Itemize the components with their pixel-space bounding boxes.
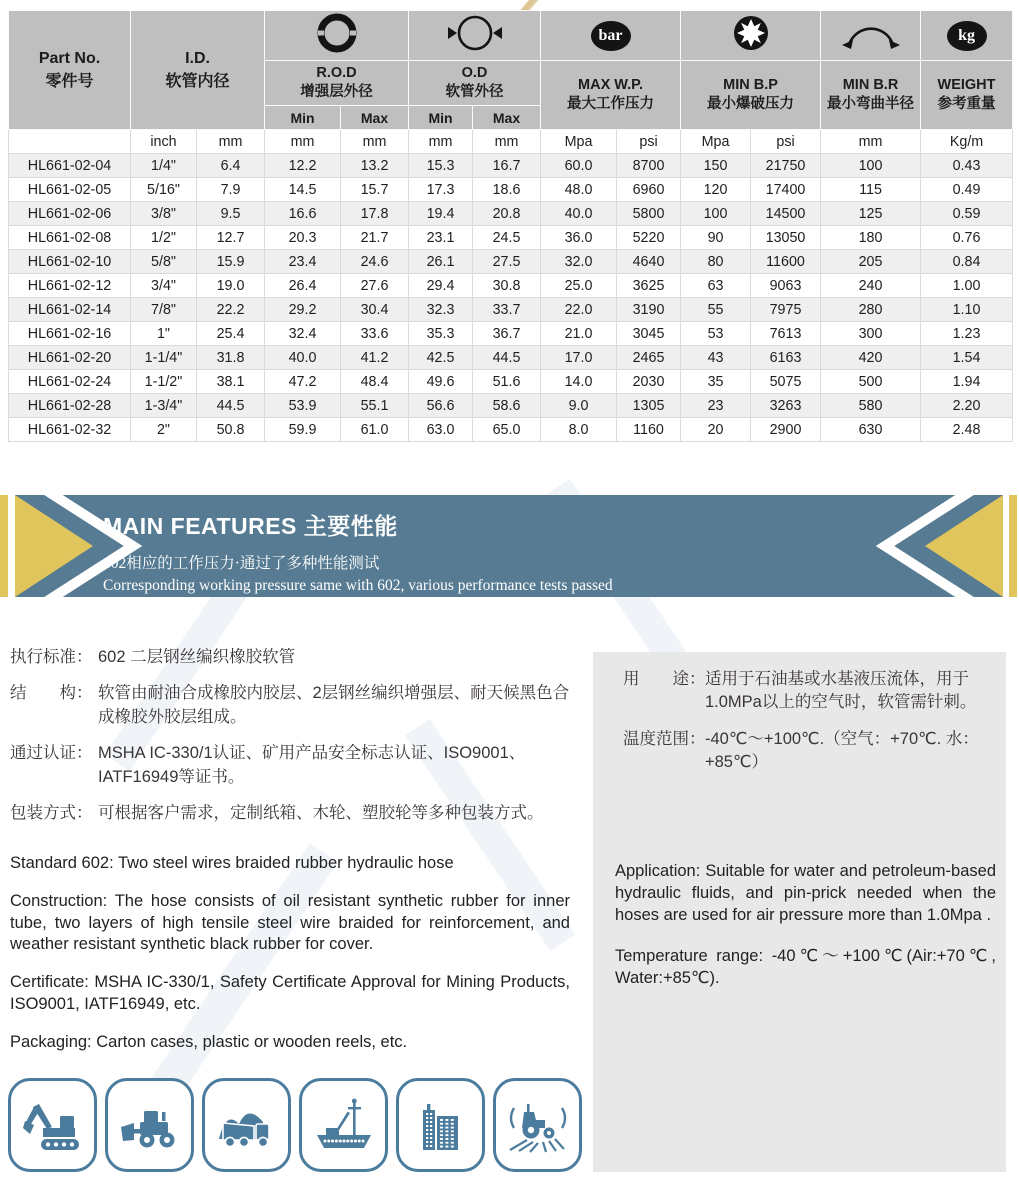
table-cell: 15.3 xyxy=(409,154,473,178)
table-cell: 33.7 xyxy=(473,298,541,322)
table-cell: 3263 xyxy=(751,394,821,418)
table-cell: 49.6 xyxy=(409,370,473,394)
table-cell: 19.0 xyxy=(197,274,265,298)
table-cell: HL661-02-04 xyxy=(9,154,131,178)
table-cell: 35.3 xyxy=(409,322,473,346)
table-cell: 51.6 xyxy=(473,370,541,394)
table-cell: 2030 xyxy=(617,370,681,394)
table-cell: mm xyxy=(265,130,341,154)
table-cell: 7.9 xyxy=(197,178,265,202)
spec-paragraph: Application: Suitable for water and petroleum-based hydraulic fluids, and pin-prick needed when the hoses are used for air pressure more than 1.0Mpa . xyxy=(615,862,996,925)
table-cell: 420 xyxy=(821,346,921,370)
table-cell: 24.6 xyxy=(341,250,409,274)
ship-icon xyxy=(299,1078,388,1172)
table-cell: 12.7 xyxy=(197,226,265,250)
table-row xyxy=(9,418,1013,442)
table-cell: 0.49 xyxy=(921,178,1013,202)
table-cell: 7/8" xyxy=(131,298,197,322)
kg-icon-cell xyxy=(921,11,1013,61)
table-cell: 150 xyxy=(681,154,751,178)
col-rod-max: Max xyxy=(341,106,409,130)
table-cell: 30.8 xyxy=(473,274,541,298)
table-cell: 40.0 xyxy=(541,202,617,226)
table-cell: 21750 xyxy=(751,154,821,178)
table-cell: 53 xyxy=(681,322,751,346)
col-weight-cn: 参考重量 xyxy=(937,96,996,112)
table-cell: psi xyxy=(617,130,681,154)
table-cell: 18.6 xyxy=(473,178,541,202)
table-cell: 17.0 xyxy=(541,346,617,370)
table-cell: 125 xyxy=(821,202,921,226)
table-cell: 1-3/4" xyxy=(131,394,197,418)
table-cell: 20.3 xyxy=(265,226,341,250)
col-id xyxy=(131,11,265,130)
od-icon-cell xyxy=(409,11,541,61)
table-cell: 55 xyxy=(681,298,751,322)
spec-label: 结 构： xyxy=(10,684,93,703)
table-cell: 32.4 xyxy=(265,322,341,346)
bend-radius-icon-cell xyxy=(821,11,921,61)
table-cell: 0.84 xyxy=(921,250,1013,274)
spec-label: 用 途： xyxy=(623,670,706,688)
table-cell: 48.4 xyxy=(341,370,409,394)
table-cell: 180 xyxy=(821,226,921,250)
table-cell: 16.7 xyxy=(473,154,541,178)
table-cell: HL661-02-10 xyxy=(9,250,131,274)
table-cell: 3/4" xyxy=(131,274,197,298)
table-cell: 23.4 xyxy=(265,250,341,274)
table-cell: 44.5 xyxy=(197,394,265,418)
table-cell: 205 xyxy=(821,250,921,274)
table-cell: 14500 xyxy=(751,202,821,226)
table-row xyxy=(9,322,1013,346)
spec-paragraph: Temperature range: -40℃～+100℃(Air:+70℃, Water:+85℃). xyxy=(615,947,996,988)
bar-icon: bar xyxy=(591,21,631,51)
table-cell: 26.4 xyxy=(265,274,341,298)
table-cell: 23.1 xyxy=(409,226,473,250)
table-cell: 21.0 xyxy=(541,322,617,346)
table-cell: 16.6 xyxy=(265,202,341,226)
table-cell: mm xyxy=(409,130,473,154)
table-cell: 14.5 xyxy=(265,178,341,202)
table-cell: HL661-02-14 xyxy=(9,298,131,322)
app-icons xyxy=(8,1078,582,1172)
spec-item xyxy=(10,682,576,729)
table-cell: 630 xyxy=(821,418,921,442)
spec-item xyxy=(10,646,576,669)
col-min-br-cn: 最小弯曲半径 xyxy=(827,96,915,112)
table-cell: 31.8 xyxy=(197,346,265,370)
table-cell: 3045 xyxy=(617,322,681,346)
table-cell: 17400 xyxy=(751,178,821,202)
table-cell: 58.6 xyxy=(473,394,541,418)
table-cell: 100 xyxy=(821,154,921,178)
table-cell: 47.2 xyxy=(265,370,341,394)
banner-subtitle-cn: 602相应的工作压力·通过了多种性能测试 xyxy=(103,555,380,572)
application-panel xyxy=(593,652,1006,1172)
col-rod-cn: 增强层外径 xyxy=(300,84,373,100)
main-features-banner xyxy=(0,495,1019,597)
table-cell: 12.2 xyxy=(265,154,341,178)
table-cell: 1.00 xyxy=(921,274,1013,298)
spec-paragraph: Certificate: MSHA IC-330/1, Safety Certificate Approval for Mining Products, ISO9001, IATF16949, etc. xyxy=(10,973,570,1013)
table-cell: 1/4" xyxy=(131,154,197,178)
table-cell: 2465 xyxy=(617,346,681,370)
table-cell: 53.9 xyxy=(265,394,341,418)
rod-icon-cell xyxy=(265,11,409,61)
excavator-icon xyxy=(8,1078,97,1172)
table-cell: HL661-02-12 xyxy=(9,274,131,298)
table-cell: 15.9 xyxy=(197,250,265,274)
table-cell: 9063 xyxy=(751,274,821,298)
table-cell: 0.59 xyxy=(921,202,1013,226)
table-cell: 3/8" xyxy=(131,202,197,226)
spec-text: 可根据客户需求，定制纸箱、木轮、塑胶轮等多种包装方式。 xyxy=(98,804,544,823)
col-min-bp xyxy=(681,61,821,130)
table-cell: 50.8 xyxy=(197,418,265,442)
table-cell: 2.20 xyxy=(921,394,1013,418)
col-min-br-en: MIN B.R xyxy=(842,77,899,94)
col-min-bp-cn: 最小爆破压力 xyxy=(707,96,795,112)
table-cell: 15.7 xyxy=(341,178,409,202)
table-cell: 22.2 xyxy=(197,298,265,322)
spec-item xyxy=(623,728,994,775)
spec-item xyxy=(623,668,994,715)
table-row xyxy=(9,346,1013,370)
col-id-en: I.D. xyxy=(185,49,210,67)
table-cell: 500 xyxy=(821,370,921,394)
table-cell: 1305 xyxy=(617,394,681,418)
table-cell: 27.5 xyxy=(473,250,541,274)
spec-text: MSHA IC-330/1认证、矿用产品安全标志认证、ISO9001、IATF16949等证书。 xyxy=(98,744,526,786)
table-cell: mm xyxy=(341,130,409,154)
table-cell: 580 xyxy=(821,394,921,418)
table-cell: 5/16" xyxy=(131,178,197,202)
col-min-br xyxy=(821,61,921,130)
table-cell: 63.0 xyxy=(409,418,473,442)
col-rod-min: Min xyxy=(265,106,341,130)
table-cell: 60.0 xyxy=(541,154,617,178)
table-body xyxy=(9,130,1013,442)
spec-paragraph: Standard 602: Two steel wires braided rubber hydraulic hose xyxy=(10,854,454,872)
table-cell: 115 xyxy=(821,178,921,202)
table-cell: HL661-02-32 xyxy=(9,418,131,442)
table-cell: 1160 xyxy=(617,418,681,442)
col-rod-en: R.O.D xyxy=(316,65,357,82)
col-id-cn: 软管内径 xyxy=(165,72,230,90)
table-cell: HL661-02-28 xyxy=(9,394,131,418)
table-cell: 26.1 xyxy=(409,250,473,274)
banner-title-en: MAIN FEATURES xyxy=(103,513,297,539)
table-cell: 55.1 xyxy=(341,394,409,418)
spec-label: 通过认证： xyxy=(10,744,93,763)
col-max-wp-cn: 最大工作压力 xyxy=(567,96,655,112)
table-cell: 32.3 xyxy=(409,298,473,322)
table-cell: 32.0 xyxy=(541,250,617,274)
table-cell: 5220 xyxy=(617,226,681,250)
wheel-loader-icon xyxy=(105,1078,194,1172)
table-cell: 7613 xyxy=(751,322,821,346)
spec-paragraph: Construction: The hose consists of oil resistant synthetic rubber for inner tube, two layers of high tensile steel wire braided for reinforcement, and weather resistant synthetic black rubber for cover. xyxy=(10,891,570,954)
table-cell: 36.0 xyxy=(541,226,617,250)
table-cell: 6960 xyxy=(617,178,681,202)
table-cell: 2" xyxy=(131,418,197,442)
table-cell: 25.4 xyxy=(197,322,265,346)
specs-en xyxy=(10,853,570,1069)
table-cell: 36.7 xyxy=(473,322,541,346)
table-cell: 8700 xyxy=(617,154,681,178)
col-max-wp-en: MAX W.P. xyxy=(578,77,644,94)
table-cell: 6.4 xyxy=(197,154,265,178)
table-cell: 23 xyxy=(681,394,751,418)
table-row xyxy=(9,394,1013,418)
spec-item xyxy=(10,742,576,789)
table-cell: 1.54 xyxy=(921,346,1013,370)
table-row xyxy=(9,274,1013,298)
table-cell: HL661-02-06 xyxy=(9,202,131,226)
table-cell: 17.8 xyxy=(341,202,409,226)
table-cell: HL661-02-05 xyxy=(9,178,131,202)
spec-label: 包装方式： xyxy=(10,804,93,823)
table-cell: 240 xyxy=(821,274,921,298)
hose-spec-table xyxy=(8,10,1013,442)
table-header xyxy=(9,11,1013,130)
burst-icon xyxy=(732,14,770,52)
table-cell: 6163 xyxy=(751,346,821,370)
table-cell: 8.0 xyxy=(541,418,617,442)
col-od-max: Max xyxy=(473,106,541,130)
table-cell: 20 xyxy=(681,418,751,442)
col-max-wp xyxy=(541,61,681,130)
spec-text: -40℃～+100℃.（空气：+70℃. 水：+85℃） xyxy=(705,729,979,772)
table-cell: 19.4 xyxy=(409,202,473,226)
mining-truck-icon xyxy=(202,1078,291,1172)
spec-label: 执行标准： xyxy=(10,648,93,666)
spec-item xyxy=(10,802,576,825)
table-cell: 38.1 xyxy=(197,370,265,394)
table-cell: HL661-02-08 xyxy=(9,226,131,250)
table-cell: 63 xyxy=(681,274,751,298)
panel-specs-en xyxy=(615,860,996,1009)
table-cell: 11600 xyxy=(751,250,821,274)
col-part-no xyxy=(9,11,131,130)
table-cell: 9.5 xyxy=(197,202,265,226)
table-cell: mm xyxy=(473,130,541,154)
col-min-bp-en: MIN B.P xyxy=(723,77,778,94)
table-cell: 40.0 xyxy=(265,346,341,370)
table-cell: 5/8" xyxy=(131,250,197,274)
panel-specs-cn xyxy=(623,668,994,788)
bar-icon-cell xyxy=(541,11,681,61)
table-cell: 300 xyxy=(821,322,921,346)
table-cell: 280 xyxy=(821,298,921,322)
banner-title-cn: 主要性能 xyxy=(303,513,398,539)
table-cell: 1/2" xyxy=(131,226,197,250)
tractor-icon xyxy=(493,1078,582,1172)
table-cell: 13.2 xyxy=(341,154,409,178)
table-cell: 59.9 xyxy=(265,418,341,442)
banner-text xyxy=(103,508,613,595)
table-cell: 21.7 xyxy=(341,226,409,250)
spec-paragraph: Packaging: Carton cases, plastic or wooden reels, etc. xyxy=(10,1032,408,1051)
table-cell: psi xyxy=(751,130,821,154)
table-cell: inch xyxy=(131,130,197,154)
table-cell: 9.0 xyxy=(541,394,617,418)
banner-subtitle-en: Corresponding working pressure same with 602, various performance tests passed xyxy=(103,577,613,594)
table-cell: 1-1/2" xyxy=(131,370,197,394)
outer-diameter-icon xyxy=(446,11,504,55)
table-cell: 90 xyxy=(681,226,751,250)
table-row xyxy=(9,202,1013,226)
table-cell: 3625 xyxy=(617,274,681,298)
table-cell: Mpa xyxy=(681,130,751,154)
table-cell: 0.76 xyxy=(921,226,1013,250)
col-rod xyxy=(265,61,409,106)
table-cell: 30.4 xyxy=(341,298,409,322)
table-cell: 35 xyxy=(681,370,751,394)
table-cell: 42.5 xyxy=(409,346,473,370)
table-cell: 22.0 xyxy=(541,298,617,322)
table-cell: Kg/m xyxy=(921,130,1013,154)
table-cell: 65.0 xyxy=(473,418,541,442)
col-od xyxy=(409,61,541,106)
banner-right-strip xyxy=(1009,495,1017,597)
table-cell: 120 xyxy=(681,178,751,202)
table-cell: 41.2 xyxy=(341,346,409,370)
table-cell: 1.94 xyxy=(921,370,1013,394)
table-cell: 7975 xyxy=(751,298,821,322)
table-cell: mm xyxy=(197,130,265,154)
bend-radius-icon xyxy=(838,15,904,51)
banner-left-strip xyxy=(0,495,8,597)
table-row xyxy=(9,250,1013,274)
kg-icon: kg xyxy=(947,21,987,51)
table-cell: 27.6 xyxy=(341,274,409,298)
table-cell: 100 xyxy=(681,202,751,226)
table-cell: 17.3 xyxy=(409,178,473,202)
spec-text: 602 二层钢丝编织橡胶软管 xyxy=(98,648,296,666)
table-cell: 14.0 xyxy=(541,370,617,394)
table-cell: 4640 xyxy=(617,250,681,274)
table-cell: 5075 xyxy=(751,370,821,394)
col-od-cn: 软管外径 xyxy=(445,84,504,100)
table-row xyxy=(9,154,1013,178)
chevron-right-decoration xyxy=(873,495,1003,597)
table-cell xyxy=(9,130,131,154)
table-cell: 61.0 xyxy=(341,418,409,442)
table-cell: 5800 xyxy=(617,202,681,226)
table-cell: 33.6 xyxy=(341,322,409,346)
table-cell: 56.6 xyxy=(409,394,473,418)
table-cell: 2.48 xyxy=(921,418,1013,442)
unit-row xyxy=(9,130,1013,154)
table-cell: HL661-02-20 xyxy=(9,346,131,370)
table-cell: 13050 xyxy=(751,226,821,250)
table-row xyxy=(9,226,1013,250)
specs-cn xyxy=(10,646,576,839)
table-cell: 0.43 xyxy=(921,154,1013,178)
spec-text: 软管由耐油合成橡胶内胶层、2层钢丝编织增强层、耐天候黑色合成橡胶外胶层组成。 xyxy=(98,684,570,726)
table-cell: 44.5 xyxy=(473,346,541,370)
burst-icon-cell xyxy=(681,11,821,61)
col-od-min: Min xyxy=(409,106,473,130)
spec-text: 适用于石油基或水基液压流体，用于1.0MPa以上的空气时，软管需针刺。 xyxy=(705,670,977,712)
table-cell: 48.0 xyxy=(541,178,617,202)
table-cell: 1.10 xyxy=(921,298,1013,322)
reinforcement-diameter-icon xyxy=(315,11,359,55)
col-part-no-cn: 零件号 xyxy=(45,72,94,90)
table-cell: 80 xyxy=(681,250,751,274)
table-cell: 1" xyxy=(131,322,197,346)
col-weight-en: WEIGHT xyxy=(937,77,996,94)
table-cell: 1.23 xyxy=(921,322,1013,346)
table-cell: 25.0 xyxy=(541,274,617,298)
table-row xyxy=(9,370,1013,394)
building-icon xyxy=(396,1078,485,1172)
table-cell: mm xyxy=(821,130,921,154)
banner-body xyxy=(15,495,1003,597)
col-weight xyxy=(921,61,1013,130)
table-row xyxy=(9,298,1013,322)
col-od-en: O.D xyxy=(461,65,488,82)
banner-title xyxy=(103,508,613,541)
table-cell: 3190 xyxy=(617,298,681,322)
table-cell: 24.5 xyxy=(473,226,541,250)
table-cell: HL661-02-16 xyxy=(9,322,131,346)
table-cell: 20.8 xyxy=(473,202,541,226)
table-cell: 29.4 xyxy=(409,274,473,298)
table-cell: Mpa xyxy=(541,130,617,154)
col-part-no-en: Part No. xyxy=(38,49,101,67)
table-cell: 29.2 xyxy=(265,298,341,322)
table-cell: 43 xyxy=(681,346,751,370)
table-cell: 2900 xyxy=(751,418,821,442)
table-cell: HL661-02-24 xyxy=(9,370,131,394)
table-row xyxy=(9,178,1013,202)
table-cell: 1-1/4" xyxy=(131,346,197,370)
spec-label: 温度范围： xyxy=(623,729,706,748)
